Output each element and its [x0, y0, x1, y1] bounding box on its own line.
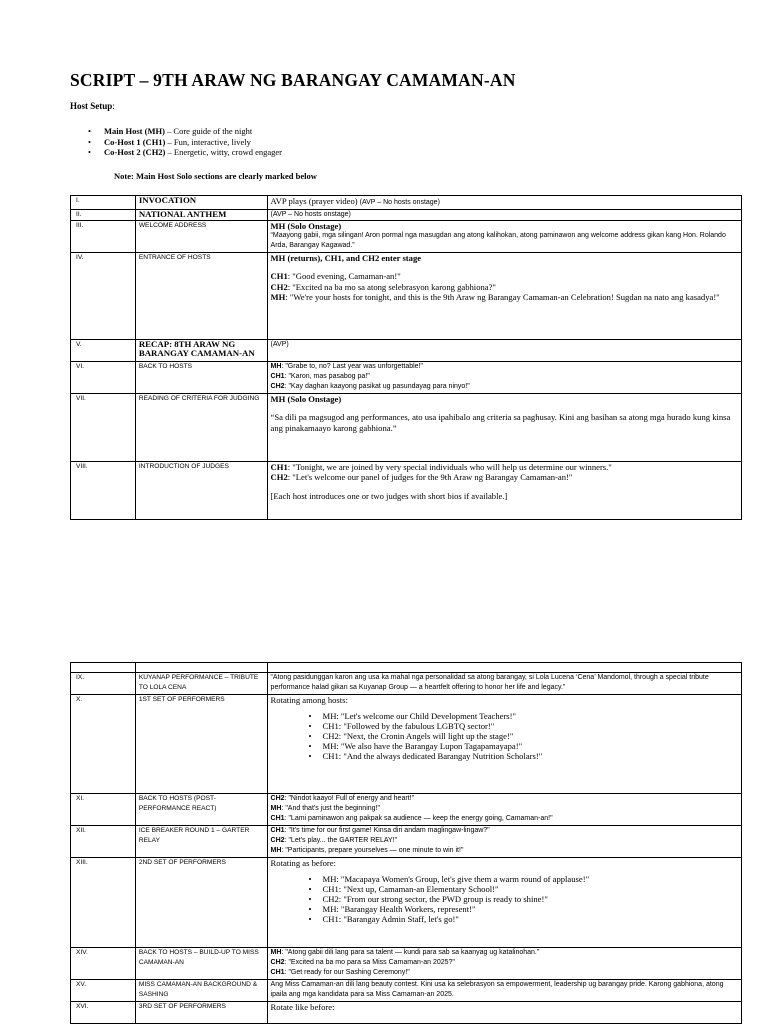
script-text: : "And that's just the beginning!"	[281, 805, 380, 812]
table-row	[71, 196, 742, 210]
section-number: VIII.	[71, 461, 136, 519]
script-line	[271, 804, 738, 814]
section-number: VII.	[71, 393, 136, 461]
section-title: MISS CAMAMAN-AN BACKGROUND & SASHING	[135, 980, 267, 1002]
section-title: ENTRANCE OF HOSTS	[135, 252, 267, 339]
script-line	[271, 695, 738, 706]
script-text: : "Lami paminawon ang pakpak sa audience — keep the energy going, Camaman-an!"	[284, 815, 553, 822]
speaker-tag: CH2	[270, 837, 285, 844]
section-number: III.	[71, 220, 136, 252]
section-title: WELCOME ADDRESS	[135, 220, 267, 252]
section-script	[267, 663, 741, 673]
script-line	[271, 412, 738, 433]
section-script	[267, 461, 741, 519]
host-role: Co-Host 2 (CH2)	[104, 147, 166, 157]
section-number: V.	[71, 339, 136, 361]
section-title: NATIONAL ANTHEM	[135, 209, 267, 220]
section-script	[267, 393, 741, 461]
script-text: [Each host introduces one or two judges with short bios if available.]	[270, 490, 508, 501]
host-line: • MH: "Macapaya Women's Group, let's give them a warm round of applause!"	[309, 874, 738, 884]
script-line	[271, 968, 738, 978]
host-line: • CH2: "Next, the Cronin Angels will light up the stage!"	[309, 731, 738, 741]
speaker-tag: CH1	[270, 271, 288, 281]
section-script	[267, 220, 741, 252]
section-title: 3RD SET OF PERFORMERS	[135, 1002, 267, 1024]
script-line	[271, 271, 738, 282]
table-row	[71, 1002, 742, 1024]
section-title: 1ST SET OF PERFORMERS	[135, 695, 267, 794]
section-script	[267, 948, 741, 980]
script-line	[271, 231, 738, 251]
script-text: : "We're your hosts for tonight, and this is the 9th Araw ng Barangay Camaman-an Celebration! Sugdan na nato ang kasadya!"	[285, 292, 720, 302]
speaker-tag: MH	[270, 805, 282, 812]
page-title: SCRIPT – 9TH ARAW NG BARANGAY CAMAMAN-AN	[70, 70, 516, 90]
host-list-item	[88, 147, 282, 158]
host-line: • CH1: "And the always dedicated Barangay Nutrition Scholars!"	[309, 751, 738, 761]
section-script	[267, 826, 741, 858]
script-text: (AVP – No hosts onstage)	[270, 210, 351, 218]
script-line	[271, 472, 738, 483]
script-text: Rotating among hosts:	[270, 695, 348, 705]
script-line	[271, 858, 738, 869]
spacer	[271, 263, 738, 271]
script-text: : "Grabe to, no? Last year was unforgettable!"	[281, 362, 423, 370]
script-line	[271, 826, 738, 836]
script-text: : "Excited na ba mo sa atong selebrasyon karong gabhiona?"	[287, 281, 496, 292]
speaker-tag: MH	[270, 949, 282, 956]
section-title: BACK TO HOSTS (POST-PERFORMANCE REACT)	[135, 794, 267, 826]
script-text: “Sa dili pa magsugod ang performances, ato usa ipahibalo ang criteria sa paghusay. Kini ang basihan sa atong mga hurado kung kinsa ang pinakamaayo karong gabhiona.”	[270, 412, 731, 433]
section-title: INVOCATION	[135, 196, 267, 210]
script-text: : "Atong gabii dili lang para sa talent — kundi para sab sa kaanyag ug katalinohan."	[281, 949, 540, 956]
script-line	[271, 836, 738, 846]
section-script	[267, 695, 741, 794]
script-text: : "Tonight, we are joined by very special individuals who will help us determine our winners."	[287, 461, 612, 472]
host-line: • CH1: "Next up, Camaman-an Elementary School!"	[309, 884, 738, 894]
host-description: – Fun, interactive, lively	[165, 136, 251, 147]
section-title	[135, 663, 267, 673]
table-row	[71, 252, 742, 339]
script-text: Ang Miss Camaman-an dili lang beauty contest. Kini usa ka selebrasyon sa empowerment, leadership ug barangay pride. Karong gabhiona, atong ipaila ang mga kandidata para sa Miss Camaman-an 2025.	[270, 981, 724, 998]
script-line	[271, 362, 738, 372]
table-row	[71, 673, 742, 695]
section-title: 2ND SET OF PERFORMERS	[135, 858, 267, 948]
table-row	[71, 361, 742, 393]
script-text: MH (returns), CH1, and CH2 enter stage	[270, 252, 422, 263]
script-text: : "Good evening, Camaman-an!"	[287, 271, 401, 281]
speaker-tag: MH	[270, 292, 286, 302]
script-text: “Atong pasidunggan karon ang usa ka mahal nga personalidad sa atong barangay, si Lola Lucena ‘Cena’ Mandomol, through a special tribute performance halad gikan sa Kuyanap Group — a heartfelt offering to honor her life and legacy.”	[270, 674, 709, 691]
script-text: Rotate like before:	[270, 1002, 335, 1012]
host-line: • CH1: "Barangay Admin Staff, let's go!"	[309, 914, 738, 924]
table-row	[71, 794, 742, 826]
section-script	[267, 794, 741, 826]
program-table-page-1	[70, 195, 742, 520]
script-line	[271, 814, 738, 824]
section-title: ICE BREAKER ROUND 1 – GARTER RELAY	[135, 826, 267, 858]
script-line	[271, 491, 738, 502]
script-line	[271, 221, 738, 232]
script-text: : "Kay daghan kaayong pasikat ug pasundayag para ninyo!"	[284, 382, 470, 390]
script-line	[271, 846, 738, 856]
host-line-list	[271, 711, 738, 761]
section-title: KUYANAP PERFORMANCE – TRIBUTE TO LOLA CENA	[135, 673, 267, 695]
section-number: X.	[71, 695, 136, 794]
script-text: “Maayong gabii, mga silingan! Aron pormal nga masugdan ang atong kalihokan, atong paminawon ang welcome address gikan kang Hon. Rolando Arda, Barangay Kagawad.”	[270, 232, 726, 249]
speaker-tag: CH2	[270, 959, 285, 966]
section-script	[267, 858, 741, 948]
script-line	[271, 196, 738, 209]
section-script	[267, 339, 741, 361]
host-line: • MH: "Barangay Health Workers, represent!"	[309, 904, 738, 914]
program-table-page-2	[70, 662, 742, 1024]
section-number: XI.	[71, 794, 136, 826]
script-line	[271, 958, 738, 968]
host-role: Co-Host 1 (CH1)	[104, 136, 166, 147]
table-row	[71, 695, 742, 794]
script-text: : "Get ready for our Sashing Ceremony!"	[284, 969, 410, 976]
speaker-tag: CH2	[270, 795, 285, 802]
script-line	[271, 980, 738, 1000]
section-number	[71, 663, 136, 673]
speaker-tag: CH2	[270, 382, 285, 390]
section-number: XII.	[71, 826, 136, 858]
section-title: READING OF CRITERIA FOR JUDGING	[135, 393, 267, 461]
speaker-tag: CH1	[270, 372, 285, 380]
script-text: Rotating as before:	[270, 858, 336, 868]
section-script	[267, 196, 741, 210]
table-row	[71, 209, 742, 220]
host-line: • MH: "Let's welcome our Child Development Teachers!"	[309, 711, 738, 721]
section-number: XVI.	[71, 1002, 136, 1024]
script-text: MH (Solo Onstage)	[270, 220, 342, 231]
script-text: (AVP)	[270, 340, 289, 348]
script-line	[271, 382, 738, 392]
table-row	[71, 858, 742, 948]
speaker-tag: MH	[270, 847, 282, 854]
section-number: I.	[71, 196, 136, 210]
section-number: XV.	[71, 980, 136, 1002]
section-script	[267, 252, 741, 339]
host-setup-label: Host Setup	[70, 101, 113, 111]
section-script	[267, 209, 741, 220]
section-number: VI.	[71, 361, 136, 393]
section-script	[267, 1002, 741, 1024]
host-line-list	[271, 874, 738, 924]
host-line: • CH1: "Followed by the fabulous LGBTQ sector!"	[309, 721, 738, 731]
script-text: : "It's time for our first game! Kinsa diri andam maglingaw-lingaw?"	[284, 827, 490, 834]
script-line	[271, 282, 738, 293]
note-text: : Main Host Solo sections are clearly marked below	[131, 171, 317, 181]
table-row	[71, 461, 742, 519]
section-title: INTRODUCTION OF JUDGES	[135, 461, 267, 519]
speaker-tag: MH	[270, 362, 282, 370]
speaker-tag: CH1	[270, 827, 285, 834]
script-line	[271, 210, 738, 220]
script-line	[271, 462, 738, 473]
section-number: XIV.	[71, 948, 136, 980]
host-description: – Energetic, witty, crowd engager	[165, 147, 282, 157]
section-script	[267, 980, 741, 1002]
script-text: MH (Solo Onstage)	[270, 393, 342, 404]
table-row	[71, 826, 742, 858]
script-text: : "Participants, prepare yourselves — one minute to win it!"	[281, 847, 464, 854]
note	[114, 171, 317, 181]
script-text-aside: (AVP – No hosts onstage)	[357, 199, 440, 206]
script-line	[271, 253, 738, 264]
section-number: IX.	[71, 673, 136, 695]
script-text: : "Let's welcome our panel of judges for the 9th Araw ng Barangay Camaman-an!"	[287, 472, 573, 482]
table-row	[71, 393, 742, 461]
host-line: • CH2: "From our strong sector, the PWD group is ready to shine!"	[309, 894, 738, 904]
script-line	[271, 673, 738, 693]
script-line	[271, 794, 738, 804]
section-number: XIII.	[71, 858, 136, 948]
speaker-tag: CH2	[270, 281, 288, 292]
table-row	[71, 339, 742, 361]
section-script	[267, 673, 741, 695]
host-list-item	[88, 137, 282, 148]
script-line	[271, 394, 738, 405]
host-role: Main Host (MH)	[104, 126, 165, 136]
script-line	[271, 1002, 738, 1013]
script-line	[271, 372, 738, 382]
section-title: BACK TO HOSTS	[135, 361, 267, 393]
section-number: IV.	[71, 252, 136, 339]
table-row	[71, 948, 742, 980]
script-line	[271, 340, 738, 350]
speaker-tag: CH1	[270, 969, 285, 976]
host-line: • MH: "We also have the Barangay Lupon Tagapamayapa!"	[309, 741, 738, 751]
speaker-tag: CH1	[270, 815, 285, 822]
script-text: : "Nindot kaayo! Full of energy and heart!"	[284, 795, 415, 802]
host-setup-heading: Host Setup:	[70, 101, 115, 111]
section-number: II.	[71, 209, 136, 220]
host-description: – Core guide of the night	[164, 126, 253, 136]
speaker-tag: CH1	[270, 461, 288, 472]
table-row	[71, 980, 742, 1002]
speaker-tag: CH2	[270, 472, 288, 482]
section-title: RECAP: 8TH ARAW NG BARANGAY CAMAMAN-AN	[135, 339, 267, 361]
script-text: : "Let's play... the GARTER RELAY!"	[284, 837, 398, 844]
section-script	[267, 361, 741, 393]
host-list-item	[88, 126, 282, 137]
table-row	[71, 220, 742, 252]
host-list	[88, 126, 282, 158]
script-line	[271, 948, 738, 958]
script-text: : "Karon, mas pasabog pa!"	[284, 372, 370, 380]
script-text: AVP plays (prayer video)	[270, 196, 358, 206]
table-row	[71, 663, 742, 673]
section-title: BACK TO HOSTS – BUILD-UP TO MISS CAMAMAN-AN	[135, 948, 267, 980]
script-line	[271, 292, 738, 303]
spacer	[271, 483, 738, 491]
spacer	[271, 404, 738, 412]
note-label: Note	[114, 171, 131, 181]
script-text: : "Excited na ba mo para sa Miss Camaman-an 2025?"	[284, 959, 455, 966]
